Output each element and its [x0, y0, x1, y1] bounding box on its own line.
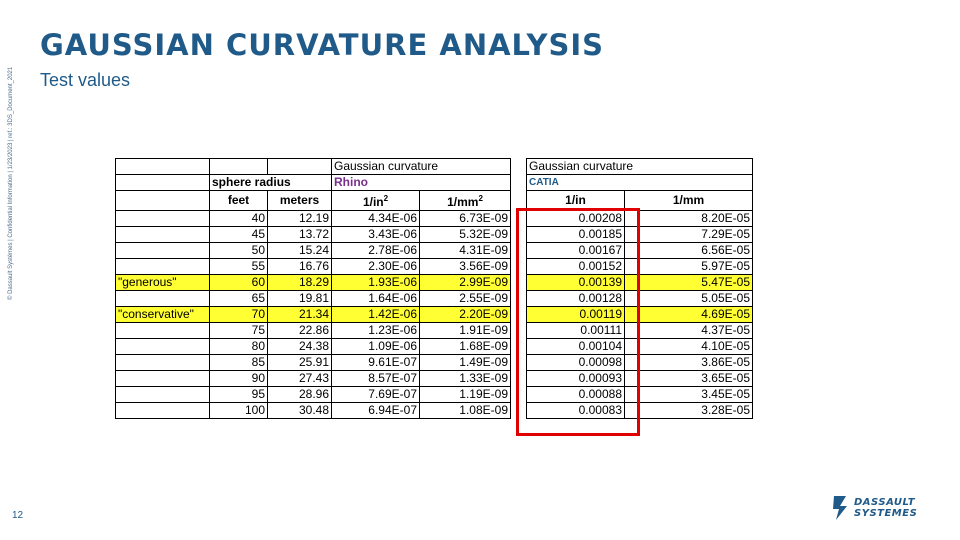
table-row	[116, 387, 753, 403]
cell-meters: 16.76	[268, 259, 332, 275]
cell-per-in: 0.00167	[527, 243, 625, 259]
cell-per-mm: 5.97E-05	[625, 259, 753, 275]
cell-feet: 45	[210, 227, 268, 243]
cell-meters: 18.29	[268, 275, 332, 291]
row-label	[116, 387, 210, 403]
cell-per-in2: 4.34E-06	[332, 211, 420, 227]
cell-feet: 50	[210, 243, 268, 259]
cell-per-in: 0.00139	[527, 275, 625, 291]
3ds-logo-icon	[830, 492, 852, 522]
cell-per-in2: 6.94E-07	[332, 403, 420, 419]
cell-meters: 27.43	[268, 371, 332, 387]
page-number: 12	[12, 510, 24, 521]
confidentiality-text: © Dassault Systèmes | Confidential Information | 1/23/2023 | ref.: 3DS_Document_2021	[8, 66, 14, 300]
table-row	[116, 275, 753, 291]
cell-per-in: 0.00104	[527, 339, 625, 355]
cell-feet: 55	[210, 259, 268, 275]
table-row	[116, 227, 753, 243]
cell-per-mm: 6.56E-05	[625, 243, 753, 259]
cell-meters: 21.34	[268, 307, 332, 323]
cell-per-mm2: 1.91E-09	[420, 323, 511, 339]
rhino-label: Rhino	[332, 175, 511, 191]
logo-line-2: SYSTEMES	[854, 508, 918, 519]
curvature-table	[115, 158, 753, 419]
cell-feet: 65	[210, 291, 268, 307]
cell-per-mm: 5.47E-05	[625, 275, 753, 291]
cell-feet: 95	[210, 387, 268, 403]
cell-per-in: 0.00083	[527, 403, 625, 419]
cell-feet: 75	[210, 323, 268, 339]
cell-meters: 12.19	[268, 211, 332, 227]
col-per-mm: 1/mm	[625, 191, 753, 211]
row-label	[116, 259, 210, 275]
cell-feet: 40	[210, 211, 268, 227]
cell-per-in2: 1.93E-06	[332, 275, 420, 291]
cell-per-mm: 4.37E-05	[625, 323, 753, 339]
cell-per-in: 0.00185	[527, 227, 625, 243]
cell-per-mm2: 2.20E-09	[420, 307, 511, 323]
table-row	[116, 307, 753, 323]
row-label	[116, 227, 210, 243]
col-per-in2: $1/in^2$	[332, 191, 420, 211]
page-subtitle: Test values	[40, 70, 131, 90]
cell-meters: 19.81	[268, 291, 332, 307]
cell-per-mm: 4.69E-05	[625, 307, 753, 323]
row-label	[116, 243, 210, 259]
cell-per-in2: 7.69E-07	[332, 387, 420, 403]
cell-per-mm2: 1.33E-09	[420, 371, 511, 387]
cell-per-in2: 1.23E-06	[332, 323, 420, 339]
table-row	[116, 355, 753, 371]
group-header-rhino: Gaussian curvature	[332, 159, 511, 175]
row-label: "conservative"	[116, 307, 210, 323]
row-label	[116, 371, 210, 387]
cell-per-mm: 3.45E-05	[625, 387, 753, 403]
cell-feet: 60	[210, 275, 268, 291]
cell-per-mm: 3.28E-05	[625, 403, 753, 419]
cell-per-in2: 3.43E-06	[332, 227, 420, 243]
cell-per-mm: 3.65E-05	[625, 371, 753, 387]
cell-per-in2: 8.57E-07	[332, 371, 420, 387]
cell-meters: 13.72	[268, 227, 332, 243]
col-feet: feet	[210, 191, 268, 211]
cell-per-mm: 4.10E-05	[625, 339, 753, 355]
cell-per-mm2: 1.68E-09	[420, 339, 511, 355]
cell-per-mm: 7.29E-05	[625, 227, 753, 243]
cell-per-mm2: 6.73E-09	[420, 211, 511, 227]
cell-per-mm2: 1.49E-09	[420, 355, 511, 371]
table-row	[116, 323, 753, 339]
cell-per-mm: 8.20E-05	[625, 211, 753, 227]
table-header-row-2	[116, 175, 753, 191]
cell-per-in2: 1.64E-06	[332, 291, 420, 307]
table-row	[116, 291, 753, 307]
row-label	[116, 403, 210, 419]
row-label	[116, 355, 210, 371]
cell-per-mm2: 1.08E-09	[420, 403, 511, 419]
row-label: "generous"	[116, 275, 210, 291]
cell-per-mm2: 3.56E-09	[420, 259, 511, 275]
table-row	[116, 259, 753, 275]
table-header-row-3	[116, 191, 753, 211]
cell-per-mm2: 4.31E-09	[420, 243, 511, 259]
cell-meters: 28.96	[268, 387, 332, 403]
table-row	[116, 211, 753, 227]
table-row	[116, 371, 753, 387]
page-title: GAUSSIAN CURVATURE ANALYSIS	[40, 28, 605, 62]
cell-per-mm2: 2.99E-09	[420, 275, 511, 291]
cell-per-in2: 9.61E-07	[332, 355, 420, 371]
table-row	[116, 339, 753, 355]
cell-per-mm2: 2.55E-09	[420, 291, 511, 307]
row-label	[116, 291, 210, 307]
cell-per-in2: 1.42E-06	[332, 307, 420, 323]
cell-per-in: 0.00128	[527, 291, 625, 307]
cell-per-mm2: 5.32E-09	[420, 227, 511, 243]
cell-feet: 80	[210, 339, 268, 355]
cell-per-mm: 3.86E-05	[625, 355, 753, 371]
catia-label: CATIA	[527, 175, 753, 191]
cell-meters: 15.24	[268, 243, 332, 259]
cell-per-in: 0.00152	[527, 259, 625, 275]
cell-feet: 70	[210, 307, 268, 323]
dassault-logo	[830, 492, 940, 522]
cell-per-in: 0.00088	[527, 387, 625, 403]
cell-per-mm: 5.05E-05	[625, 291, 753, 307]
table-header-row-1	[116, 159, 753, 175]
col-meters: meters	[268, 191, 332, 211]
table-row	[116, 403, 753, 419]
cell-per-in2: 1.09E-06	[332, 339, 420, 355]
row-label	[116, 323, 210, 339]
cell-feet: 100	[210, 403, 268, 419]
cell-per-in: 0.00111	[527, 323, 625, 339]
catia-inch-callout-box	[516, 208, 640, 436]
col-per-mm2: $1/mm^2$	[420, 191, 511, 211]
logo-line-1: DASSAULT	[854, 497, 916, 508]
cell-meters: 24.38	[268, 339, 332, 355]
cell-per-in2: 2.78E-06	[332, 243, 420, 259]
sphere-radius-header: sphere radius	[210, 175, 332, 191]
cell-per-mm2: 1.19E-09	[420, 387, 511, 403]
table-row	[116, 243, 753, 259]
cell-per-in2: 2.30E-06	[332, 259, 420, 275]
cell-per-in: 0.00098	[527, 355, 625, 371]
cell-per-in: 0.00208	[527, 211, 625, 227]
col-per-in: 1/in	[527, 191, 625, 211]
cell-per-in: 0.00093	[527, 371, 625, 387]
cell-feet: 85	[210, 355, 268, 371]
cell-meters: 25.91	[268, 355, 332, 371]
row-label	[116, 211, 210, 227]
cell-meters: 30.48	[268, 403, 332, 419]
group-header-catia: Gaussian curvature	[527, 159, 753, 175]
cell-meters: 22.86	[268, 323, 332, 339]
row-label	[116, 339, 210, 355]
cell-feet: 90	[210, 371, 268, 387]
cell-per-in: 0.00119	[527, 307, 625, 323]
